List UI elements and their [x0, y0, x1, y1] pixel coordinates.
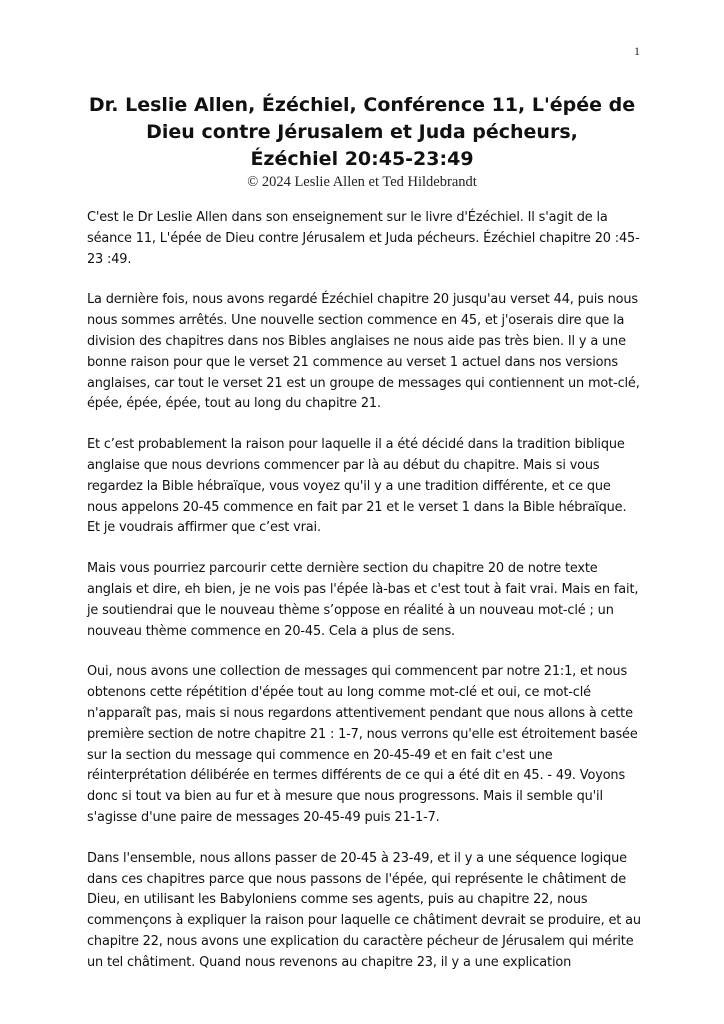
- paragraph: C'est le Dr Leslie Allen dans son enseignement sur le livre d'Ézéchiel. Il s'agit de la séance 11, L'épée de Dieu contre Jérusalem et Juda pécheurs. Ézéchiel chapitre 20 :45-23 :49.: [87, 210, 640, 267]
- paragraph: La dernière fois, nous avons regardé Ézéchiel chapitre 20 jusqu'au verset 44, puis nous nous sommes arrêtés. Une nouvelle section commence en 45, et j'oserais dire que la division des chapitres dans nos Bibles anglaises ne nous aide pas très bien. Il y a une bonne raison pour que le verset 21 commence au verset 1 actuel dans nos versions anglaises, car tout le verset 21 est un groupe de messages qui contiennent un mot-clé, épée, épée, épée, tout au long du chapitre 21.: [87, 292, 640, 412]
- document-title: Dr. Leslie Allen, Ézéchiel, Conférence 11, L'épée de Dieu contre Jérusalem et Juda pécheurs, Ézéchiel 20:45-23:49: [88, 94, 636, 170]
- paragraph: Et c’est probablement la raison pour laquelle il a été décidé dans la tradition biblique anglaise que nous devrions commencer par là au début du chapitre. Mais si vous regardez la Bible hébraïque, vous voyez qu'il y a une tradition différente, et ce que nous appelons 20-45 commence en fait par 21 et le verset 1 dans la Bible hébraïque. Et je voudrais affirmer que c’est vrai.: [87, 437, 627, 536]
- paragraph: Mais vous pourriez parcourir cette dernière section du chapitre 20 de notre texte anglais et dire, eh bien, je ne vois pas l'épée là-bas et c'est tout à fait vrai. Mais en fait, je soutiendrai que le nouveau thème s’oppose en réalité à un nouveau mot-clé ; un nouveau thème commence en 20-45. Cela a plus de sens.: [87, 561, 639, 639]
- title-block: [86, 92, 638, 191]
- paragraph: Oui, nous avons une collection de messages qui commencent par notre 21:1, et nous obtenons cette répétition d'épée tout au long comme mot-clé et oui, ce mot-clé n'apparaît pas, mais si nous regardons attentivement pendant que nous allons à cette première section de notre chapitre 21 : 1-7, nous verrons qu'elle est étroitement basée sur la section du message qui commence en 20-45-49 et en fait c'est une réinterprétation délibérée en termes différents de ce qui a été dit en 45. - 49. Voyons donc si tout va bien au fur et à mesure que nous progressons. Mais il semble qu'il s'agisse d'une paire de messages 20-45-49 puis 21-1-7.: [87, 664, 638, 825]
- page-number: 1: [634, 44, 640, 58]
- copyright-line: © 2024 Leslie Allen et Ted Hildebrandt: [247, 174, 477, 190]
- paragraph: Dans l'ensemble, nous allons passer de 20-45 à 23-49, et il y a une séquence logique dans ces chapitres parce que nous passons de l'épée, qui représente le châtiment de Dieu, en utilisant les Babyloniens comme ses agents, puis au chapitre 22, nous commençons à expliquer la raison pour laquelle ce châtiment devrait se produire, et au chapitre 22, nous avons une explication du caractère pécheur de Jérusalem qui mérite un tel châtiment. Quand nous revenons au chapitre 23, il y a une explication: [87, 850, 641, 970]
- document-body: [87, 208, 643, 994]
